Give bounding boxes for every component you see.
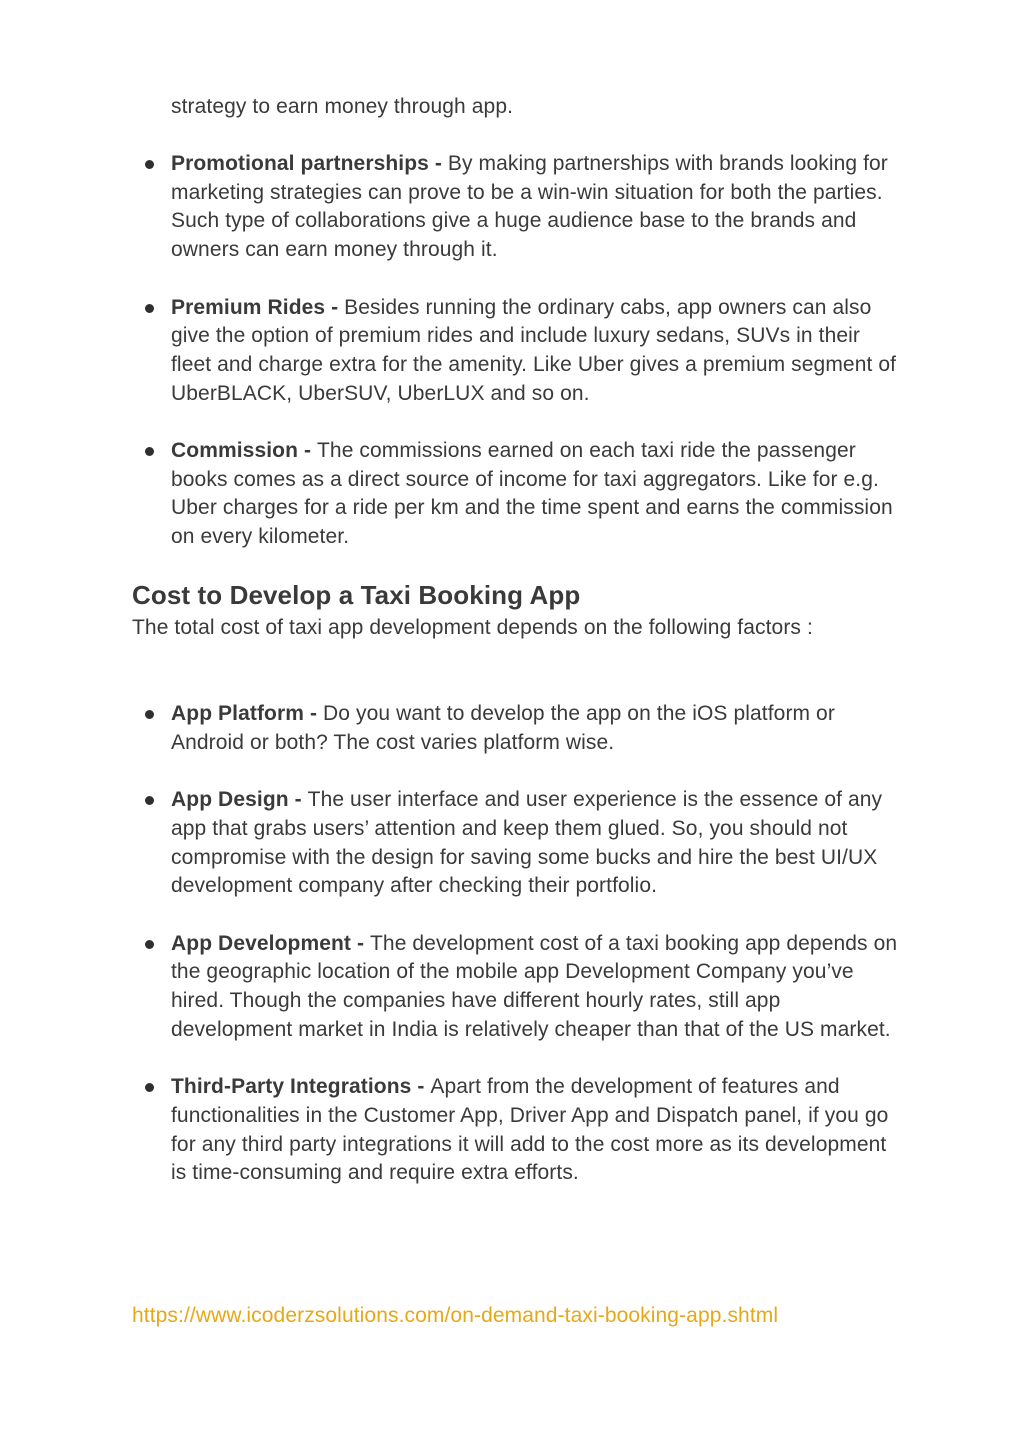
item-term: App Platform - [171,702,323,725]
bullet-icon [145,796,154,805]
bullet-icon [145,710,154,719]
item-description: Do you want to develop the app on the iOS platform or Android or both? The cost varies platform wise. [171,702,835,754]
bullet-icon [145,940,154,949]
item-description: The commissions earned on each taxi ride the passenger books comes as a direct source of income for taxi aggregators. Like for e.g. Uber charges for a ride per km and the time spent and earns the commission on every kilometer. [171,439,893,549]
source-link[interactable]: https://www.icoderzsolutions.com/on-demand-taxi-booking-app.shtml [132,1304,779,1327]
item-description: By making partnerships with brands looking for marketing strategies can prove to be a win-win situation for both the parties. Such type of collaborations give a huge audience base to the brands and owners can earn money through it. [171,152,888,262]
list-item [171,700,901,757]
section-heading: Cost to Develop a Taxi Booking App [132,580,581,610]
item-description: The user interface and user experience is the essence of any app that grabs users’ attention and keep them glued. So, you should not compromise with the design for saving some bucks and hire the best UI/UX development company after checking their portfolio. [171,788,883,898]
continuation-paragraph: strategy to earn money through app. [171,95,514,118]
bullet-icon [145,1083,154,1092]
list-item [171,150,901,265]
list-item [171,294,901,409]
bullet-icon [145,160,154,169]
section-intro: The total cost of taxi app development depends on the following factors : [132,616,813,639]
item-term: App Development - [171,931,370,955]
bullet-icon [145,304,154,313]
list-item [171,786,901,901]
list-item [171,930,901,1045]
item-description: Apart from the development of features and functionalities in the Customer App, Driver App and Dispatch panel, if you go for any third party integrations it will add to the cost more as its development is time-consuming and require extra efforts. [171,1075,889,1185]
list-item [171,437,901,552]
item-description: Besides running the ordinary cabs, app owners can also give the option of premium rides and include luxury sedans, SUVs in their fleet and charge extra for the amenity. Like Uber gives a premium segment of UberBLACK, UberSUV, UberLUX and so on. [171,295,897,405]
cost-factor-list [171,700,901,1188]
item-term: Premium Rides - [171,295,345,319]
item-description: The development cost of a taxi booking app depends on the geographic location of the mobile app Development Company you’ve hired. Though the companies have different hourly rates, still app development market in India is relatively cheaper than that of the US market. [171,931,898,1041]
revenue-list [171,150,901,552]
bullet-icon [145,447,154,456]
item-term: Third-Party Integrations - [171,1075,431,1099]
item-term: App Design - [171,788,308,812]
item-term: Commission - [171,439,317,462]
item-term: Promotional partnerships - [171,152,448,175]
list-item [171,1073,901,1188]
